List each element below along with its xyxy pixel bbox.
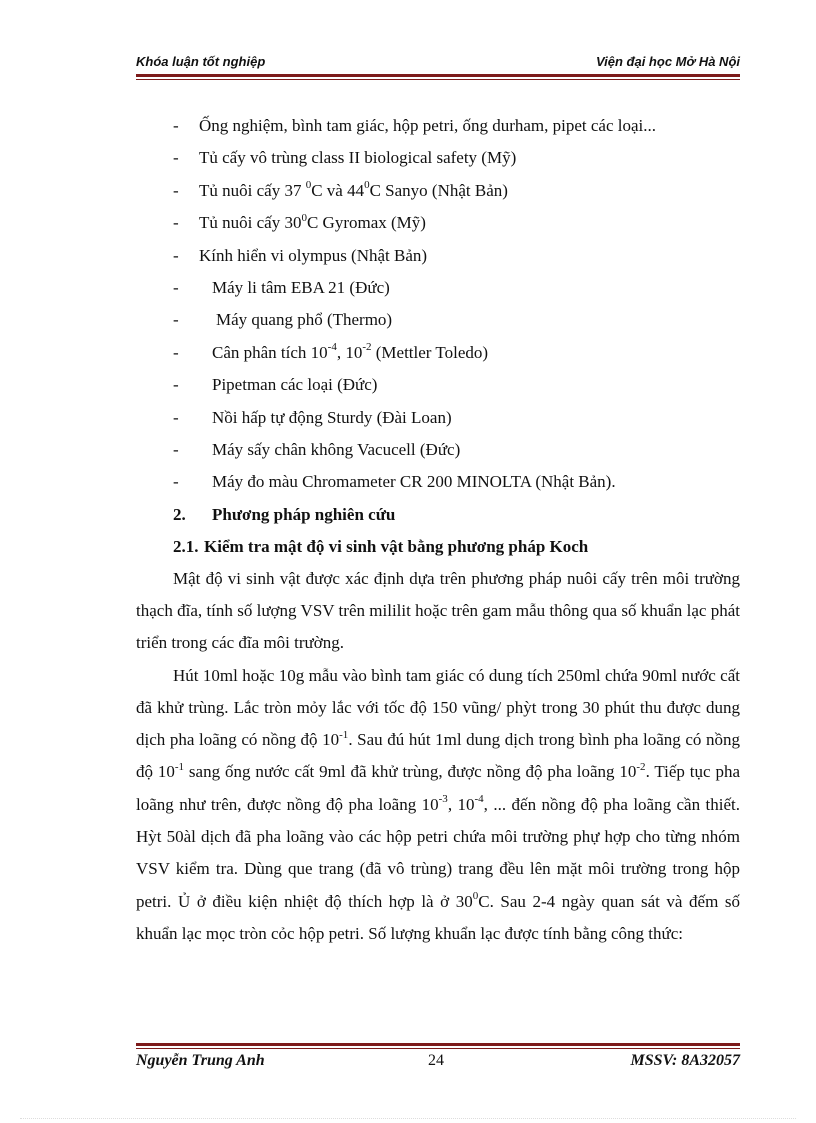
list-item: - Kính hiển vi olympus (Nhật Bản) [173,245,428,265]
page-edge-divider [20,1118,796,1119]
page-body [136,110,740,950]
header-left: Khóa luận tốt nghiệp [136,54,266,69]
list-item: - Pipetman các loại (Đức) [173,375,378,395]
equipment-list [136,110,740,499]
section-number: 2. [173,504,186,524]
header-right: Viện đại học Mở Hà Nội [595,54,740,69]
footer-author: Nguyễn Trung Anh [136,1052,265,1069]
list-item: - Máy đo màu Chromameter CR 200 MINOLTA (Nhật Bản). [173,472,616,492]
section-title: Kiểm tra mật độ vi sinh vật bằng phương pháp Koch [204,536,589,556]
list-item: - Máy sấy chân không Vacucell (Đức) [173,439,461,459]
list-item: - Tủ nuôi cấy 37 $^0$C và $44^0C$ Sanyo (Nhật Bản) [173,179,508,200]
list-item: - Ống nghiệm, bình tam giác, hộp petri, ống durham, pipet các loại... [173,116,656,135]
page-number: 24 [428,1052,444,1069]
footer-rule [136,1043,740,1049]
footer-student-id: MSSV: 8A32057 [630,1052,740,1069]
list-item: - Tủ cấy vô trùng class II biological safety (Mỹ) [173,148,517,168]
paragraph-1: Mật độ vi sinh vật được xác định dựa trên phương pháp nuôi cấy trên môi trường thạch đĩa, tính số lượng VSV trên mililit hoặc trên gam mẫu thông qua số khuẩn lạc phát triển trong các đĩa môi trường. [136,568,740,653]
page-header [136,54,740,72]
section-heading-2-1 [136,531,740,563]
list-item: - Tủ nuôi cấy $30^0C$ Gyromax (Mỹ) [173,211,426,233]
section-title: Phương pháp nghiên cứu [212,504,396,524]
list-item: - Nồi hấp tự động Sturdy (Đài Loan) [173,407,452,427]
list-item: - Máy quang phổ (Thermo) [173,310,393,330]
section-heading-2 [136,499,740,531]
page-footer [136,1052,740,1072]
section-number: 2.1. [173,536,199,556]
list-item: - Máy li tâm EBA 21 (Đức) [173,277,390,297]
header-rule [136,74,740,80]
paragraph-2: Hút 10ml hoặc 10g mẫu vào bình tam giác có dung tích 250ml chứa 90ml nước cất đã khử trùng. Lắc tròn mỏy lắc với tốc độ 150 vũng/ phỳt trong 30 phút thu được dung dịch pha loãng có nồng độ $10^{-1}$. Sau đú hút 1ml dung dịch trong bình pha loãng có nồng độ $10^{-1}$ sang ống nước cất 9ml đã khử trùng, được nồng độ pha loãng $10^{-2}$. Tiếp tục pha loãng như trên, được nồng độ pha loãng $10^{-3}$, $10^{-4}$, ... đến nồng độ pha loãng cần thiết. Hỳt 50àl dịch đã pha loãng vào các hộp petri chứa môi trường phự hợp cho từng nhóm VSV kiểm tra. Dùng que trang (đã vô trùng) trang đều lên mặt môi trường trong hộp petri. Ủ ở điều kiện nhiệt độ thích hợp là ở $30^0C$. Sau 2-4 ngày quan sát và đếm số khuẩn lạc mọc tròn cỏc hộp petri. Số lượng khuẩn lạc được tính bằng công thức: [136,665,740,943]
list-item: - Cân phân tích $10^{-4}$, $10^{-2}$ (Mettler Toledo) [173,341,489,362]
